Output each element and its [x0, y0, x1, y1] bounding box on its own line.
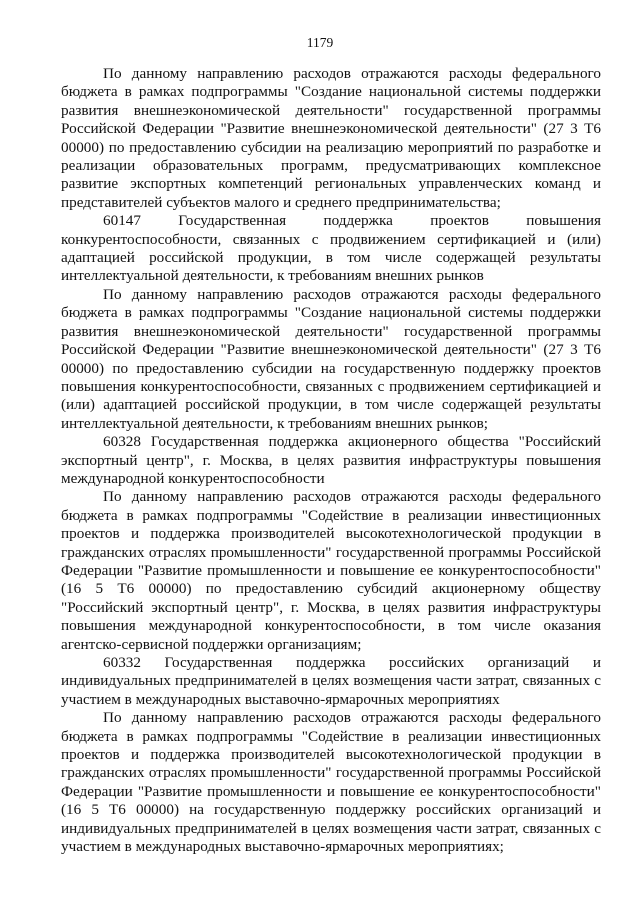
paragraph-code-60147: 60147 Государственная поддержка проектов повышения конкурентоспособности, связанных с продвижением сертификацией и (или) адаптацией российской продукции, в том числе содержащей результаты интеллектуальной деятельности, к требованиям внешних рынков: [61, 212, 601, 285]
page-number: 1179: [306, 35, 334, 50]
paragraph-description-2: По данному направлению расходов отражаются расходы федерального бюджета в рамках подпрограммы "Создание национальной системы поддержки развития внешнеэкономической деятельности" государственной программы Российской Федерации "Развитие внешнеэкономической деятельности" (27 3 Т6 00000) по предоставлению субсидии на государственную поддержку проектов повышения конкурентоспособности, связанных с продвижением сертификацией и (или) адаптацией российской продукции, в том числе содержащей результаты интеллектуальной деятельности, к требованиям внешних рынков;: [61, 285, 601, 432]
paragraph-description-4: По данному направлению расходов отражаются расходы федерального бюджета в рамках подпрограммы "Содействие в реализации инвестиционных проектов и поддержка производителей высокотехнологической продукции в гражданских отраслях промышленности" государственной программы Российской Федерации "Развитие промышленности и повышение ее конкурентоспособности" (16 5 Т6 00000) на государственную поддержку российских организаций и индивидуальных предпринимателей в целях возмещения части затрат, связанных с участием в международных выставочно-ярмарочных мероприятиях;: [61, 709, 601, 856]
paragraph-description-1: По данному направлению расходов отражаются расходы федерального бюджета в рамках подпрограммы "Создание национальной системы поддержки развития внешнеэкономической деятельности" государственной программы Российской Федерации "Развитие внешнеэкономической деятельности" (27 3 Т6 00000) по предоставлению субсидии на реализацию мероприятий по разработке и реализации образовательных программ, предусматривающих комплексное развитие экспортных компетенций региональных управленческих команд и представителей субъектов малого и среднего предпринимательства;: [61, 65, 601, 211]
document-body: [61, 65, 601, 856]
paragraph-code-60332: 60332 Государственная поддержка российских организаций и индивидуальных предпринимателей в целях возмещения части затрат, связанных с участием в международных выставочно-ярмарочных мероприятиях: [61, 654, 601, 708]
paragraph-code-60328: 60328 Государственная поддержка акционерного общества "Российский экспортный центр", г. Москва, в целях развития инфраструктуры повышения международной конкурентоспособности: [61, 433, 601, 487]
paragraph-description-3: По данному направлению расходов отражаются расходы федерального бюджета в рамках подпрограммы "Содействие в реализации инвестиционных проектов и поддержка производителей высокотехнологической продукции в гражданских отраслях промышленности" государственной программы Российской Федерации "Развитие промышленности и повышение ее конкурентоспособности" (16 5 Т6 00000) по предоставлению субсидий акционерному обществу "Российский экспортный центр", г. Москва, в целях развития инфраструктуры повышения международной конкурентоспособности, в том числе оказания агентско-сервисной поддержки организациям;: [61, 488, 601, 653]
